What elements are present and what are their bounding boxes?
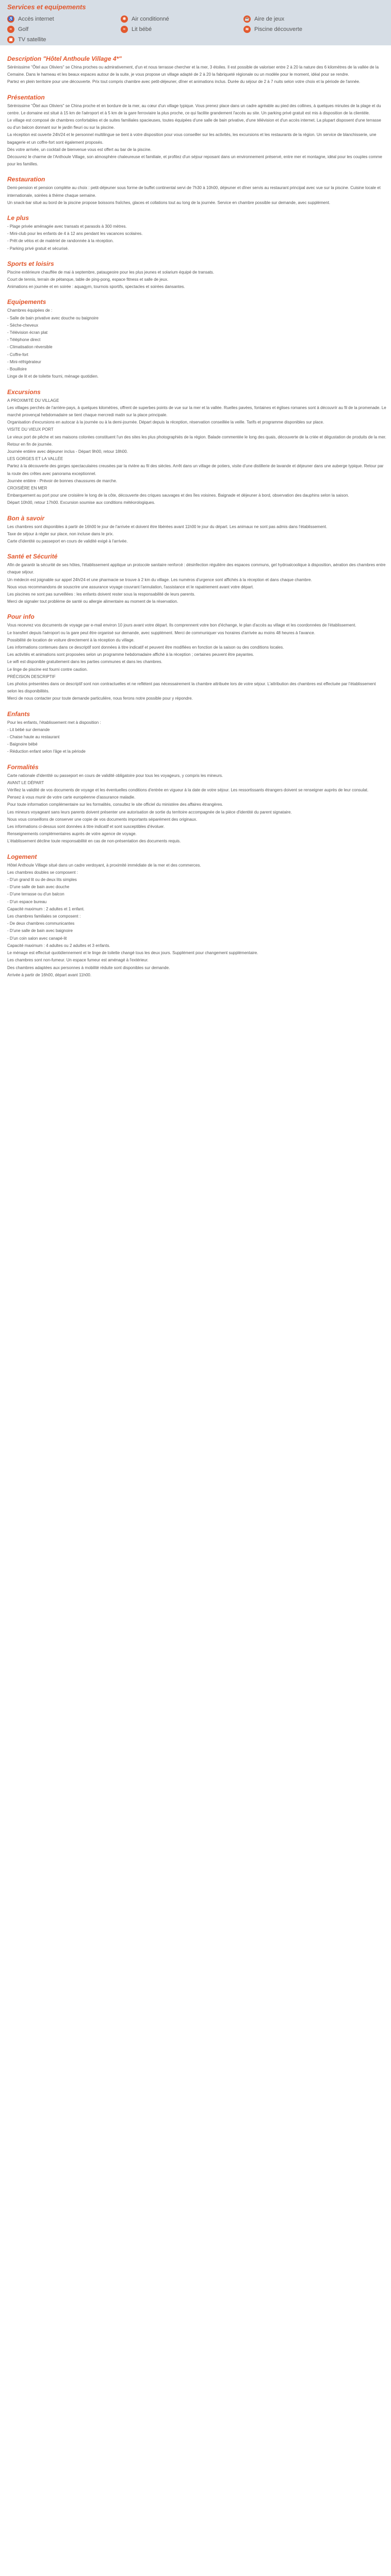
section-paragraph: - Baignoire bébé [7,742,38,747]
section-paragraph: Des chambres adaptées aux personnes à mobilité réduite sont disponibles sur demande. [7,965,170,970]
section [7,93,386,168]
section-paragraph: - Salle de bain privative avec douche ou baignoire [7,315,99,320]
section-paragraph: Taxe de séjour à régler sur place, non incluse dans le prix. [7,531,114,536]
section-paragraph: - Mini-réfrigérateur [7,359,41,364]
section-paragraph: Possibilité de location de voiture directement à la réception du village. [7,637,135,642]
section-paragraph: Les piscines ne sont pas surveillées : les enfants doivent rester sous la responsabilité de leurs parents. [7,591,196,597]
service-label: Lit bébé [132,26,152,32]
section-paragraph: - D'une terrasse ou d'un balcon [7,892,64,897]
accessibility-icon: ♿ [7,15,14,23]
section-paragraph: Un snack-bar situé au bord de la piscine propose boissons fraîches, glaces et collations tout au long de la journée. Service en chambre possible sur demande, avec supplément. [7,200,331,205]
section-title: Présentation [7,93,45,101]
section-paragraph: Le ménage est effectué quotidiennement et le linge de toilette changé tous les deux jours. Supplément pour changement supplémentaire. [7,951,258,956]
section-title: Description "Hôtel Anthoule Village 4*" [7,55,122,62]
section-paragraph: Le village est composé de chambres confortables et de suites familiales spacieuses, toutes équipées d'une salle de bain privative, d'une télévision et d'un accès internet. La plupart disposent d'une terrasse ou d'un balcon donnant sur le jardin fleuri ou sur la piscine. [7,118,381,130]
section-paragraph: - Bouilloire [7,367,27,372]
services-panel [0,0,391,45]
section-title: Enfants [7,710,30,718]
section-paragraph: Sérénissime "Ôtel aux Oliviers" se China proche et en bordure de la mer, au cœur d'un village typique. Vous prenez place dans un cadre agréable au pied des collines, à quelques minutes de la plage et du centre. Le domaine est situé à 15 km de l'aéroport et à 5 km de la gare ferroviaire la plus proche, ce qui facilite grandement l'accès au site. Un parking privé gratuit est mis à disposition de la clientèle. [7,103,381,115]
section-paragraph: Arrivée à partir de 16h00, départ avant 11h00. [7,972,92,977]
section-paragraph: Merci de nous contacter pour toute demande particulière, nous ferons notre possible pour y répondre. [7,696,193,701]
section-paragraph: Vérifiez la validité de vos documents de voyage et les éventuelles conditions d'entrée en vigueur à la date de votre séjour. Les ressortissants étrangers doivent se renseigner auprès de leur consulat. [7,788,369,793]
section-paragraph: Le linge de piscine est fourni contre caution. [7,667,88,672]
section [7,55,386,86]
section-paragraph: - Parking privé gratuit et sécurisé. [7,246,69,251]
section-paragraph: Les informations contenues dans ce descriptif sont données à titre indicatif et peuvent être modifiées en fonction de la saison ou des conditions locales. [7,645,284,650]
section-paragraph: Les chambres sont disponibles à partir de 16h00 le jour de l'arrivée et doivent être libérées avant 11h00 le jour du départ. Les animaux ne sont pas admis dans l'établissement. [7,524,328,529]
section [7,710,386,756]
section-title: Santé et Sécurité [7,553,58,561]
section-paragraph: Embarquement au port pour une croisière le long de la côte, découverte des criques sauvages et des îles voisines. Baignade et déjeuner à bord, observation des dauphins selon la saison. [7,493,349,498]
section-paragraph: - D'une salle de bain avec douche [7,885,70,890]
section-paragraph: Linge de lit et de toilette fourni, ménage quotidien. [7,374,99,379]
section-paragraph: Journée entière - Prévoir de bonnes chaussures de marche. [7,478,118,483]
ac-icon: ❄ [121,15,128,23]
section [7,175,386,207]
section-paragraph: Journée entière avec déjeuner inclus - Départ 9h00, retour 18h00. [7,449,128,454]
service-label: Golf [18,26,29,32]
service-label: Piscine découverte [254,26,302,32]
section-paragraph: Chambres équipées de : [7,308,53,313]
section-paragraph: - Coffre-fort [7,352,28,357]
section [7,613,386,702]
section-paragraph: Organisation d'excursions en autocar à la journée ou à la demi-journée. Départ depuis la réception, réservation conseillée la veille. Tarifs et programme disponibles sur place. [7,420,324,425]
service-item [7,26,28,33]
section-paragraph: - De deux chambres communicantes [7,921,75,926]
section-paragraph: Les mineurs voyageant sans leurs parents doivent présenter une autorisation de sortie du territoire accompagnée de la pièce d'identité du parent signataire. [7,809,292,815]
section-paragraph: - Téléphone direct [7,337,41,343]
service-item [7,36,46,43]
section-paragraph: - Sèche-cheveux [7,323,39,328]
section-title: Le plus [7,214,29,222]
section-paragraph: PRÉCISION DESCRIPTIF [7,674,56,679]
section-paragraph: Afin de garantir la sécurité de ses hôtes, l'établissement applique un protocole sanitaire renforcé : désinfection régulière des espaces communs, gel hydroalcoolique à disposition, aération des chambres entre chaque séjour. [7,563,386,575]
section-paragraph: LES GORGES ET LA VALLÉE [7,456,63,462]
section-title: Bon à savoir [7,514,45,522]
service-item [121,26,152,33]
section-paragraph: Nous vous recommandons de souscrire une assurance voyage couvrant l'annulation, l'assistance et le rapatriement avant votre départ. [7,584,254,589]
section-paragraph: La réception est ouverte 24h/24 et le personnel multilingue se tient à votre disposition pour vous conseiller sur les activités, les excursions et les restaurants de la région. Un service de blanchisserie, une bagagerie et un coffre-fort sont également proposés. [7,132,377,145]
services-title: Services et equipements [7,3,86,11]
section-paragraph: - Réduction enfant selon l'âge et la période [7,749,86,754]
section-paragraph: - D'un coin salon avec canapé-lit [7,936,67,941]
section-paragraph: Découvrez le charme de l'Anthoule Village, son atmosphère chaleureuse et familiale, et profitez d'un séjour reposant dans un environnement préservé, entre mer et montagne, idéal pour les couples comme pour les familles. [7,155,382,167]
section [7,214,386,252]
service-item [7,15,54,23]
section-paragraph: Les villages perchés de l'arrière-pays, à quelques kilomètres, offrent de superbes points de vue sur la mer et la vallée. Ruelles pavées, fontaines et églises romanes sont à découvrir au fil de la promenade. Le marché provençal hebdomadaire se tient chaque mercredi matin sur la place principale. [7,405,386,417]
section-paragraph: CROISIÈRE EN MER [7,485,47,490]
section [7,260,386,291]
section [7,763,386,845]
section-paragraph: - Climatisation réversible [7,345,53,350]
section-paragraph: - Lit bébé sur demande [7,727,50,732]
section-paragraph: - Chaise haute au restaurant [7,735,60,740]
section-paragraph: Carte d'identité ou passeport en cours de validité exigé à l'arrivée. [7,538,128,544]
section-paragraph: Nous vous conseillons de conserver une copie de vos documents importants séparément des originaux. [7,817,198,822]
section-paragraph: Partez en plein territoire pour une découverte. Prix tout compris chambre avec petit-déjeuner, dîner et animations inclus. Durée du séjour de 2 à 7 nuits selon votre choix et la période de l'année. [7,79,361,84]
section-title: Formalités [7,763,39,771]
section-title: Pour info [7,613,35,621]
section-paragraph: Les photos présentées dans ce descriptif sont non contractuelles et ne reflètent pas nécessairement la chambre attribuée lors de votre séjour. L'attribution des chambres est effectuée par l'établissement selon les disponibilités. [7,682,376,694]
section-paragraph: Demi-pension et pension complète au choix : petit-déjeuner sous forme de buffet continental servi de 7h30 à 10h00, déjeuner et dîner servis au restaurant principal avec vue sur la piscine. Cuisine locale et internationale, soirées à thème chaque semaine. [7,185,381,198]
section-paragraph: AVANT LE DÉPART [7,780,44,785]
section-paragraph: Merci de signaler tout problème de santé ou allergie alimentaire au moment de la réservation. [7,599,178,604]
section-paragraph: Les chambres familiales se composent : [7,914,81,919]
section [7,298,386,380]
section-paragraph: - Prêt de vélos et de matériel de randonnée à la réception. [7,239,114,244]
section-paragraph: - Mini-club pour les enfants de 4 à 12 ans pendant les vacances scolaires. [7,231,143,236]
section-paragraph: Sérénissime "Ôtel aux Oliviers" se China proches ou admirativement, d'un et nous terrasse chercher et la mer, 3 étoiles. Il est possible de valoriser entre 2 à 20 la nature des 6 kilomètres de la vallée de la Cemaine. Dans le hameau et les beaux espaces autour de la suite, je vous propose un village adapté de 2 à 20 la fabriqueté régionale ou un modèle pour le moment, idéal pour se rendre. [7,65,379,77]
section-paragraph: - Télévision écran plat [7,330,48,335]
wifi-icon: ≈ [121,26,128,33]
service-label: TV satellite [18,37,46,43]
service-label: Aire de jeux [254,16,285,22]
section-title: Restauration [7,176,45,183]
section-paragraph: Le transfert depuis l'aéroport ou la gare peut être organisé sur demande, avec supplément. Merci de communiquer vos horaires d'arrivée au moins 48 heures à l'avance. [7,630,315,635]
section-paragraph: VISITE DU VIEUX PORT [7,427,54,432]
section-paragraph: - D'un grand lit ou de deux lits simples [7,877,77,883]
section-paragraph: - D'un espace bureau [7,899,47,904]
section-paragraph: Partez à la découverte des gorges spectaculaires creusées par la rivière au fil des siècles. Arrêt dans un village de potiers, visite d'une distillerie de lavande et déjeuner dans une auberge typique. Retour par la route des crêtes avec panorama exceptionnel. [7,464,384,476]
section-paragraph: Capacité maximum : 2 adultes et 1 enfant. [7,906,85,911]
service-label: Air conditionné [132,16,169,22]
section-title: Sports et loisirs [7,260,54,267]
section-paragraph: Pour les enfants, l'établissement met à disposition : [7,720,101,725]
section-paragraph: Un médecin est joignable sur appel 24h/24 et une pharmacie se trouve à 2 km du village. Les numéros d'urgence sont affichés à la réception et dans chaque chambre. [7,577,312,582]
section [7,853,386,979]
section-paragraph: L'établissement décline toute responsabilité en cas de non-présentation des documents requis. [7,839,181,844]
section-paragraph: Court de tennis, terrain de pétanque, table de ping-pong, espace fitness et salle de jeux. [7,277,169,282]
section-paragraph: Les chambres doubles se composent : [7,870,78,875]
section-paragraph: Départ 10h00, retour 17h00. Excursion soumise aux conditions météorologiques. [7,500,155,505]
service-item [243,26,302,33]
service-item [121,15,169,23]
service-label: Accès internet [18,16,54,22]
section-paragraph: Dès votre arrivée, un cocktail de bienvenue vous est offert au bar de la piscine. [7,147,152,152]
section-paragraph: Carte nationale d'identité ou passeport en cours de validité obligatoire pour tous les voyageurs, y compris les mineurs. [7,773,223,778]
section-paragraph: Animations en journée et en soirée : aquagym, tournois sportifs, spectacles et soirées dansantes. [7,284,185,290]
section [7,514,386,546]
section-paragraph: Le wifi est disponible gratuitement dans les parties communes et dans les chambres. [7,659,162,665]
section-paragraph: Les activités et animations sont proposées selon un programme hebdomadaire affiché à la réception ; certaines peuvent être payantes. [7,652,254,657]
descriptif-content [7,47,386,979]
section [7,552,386,605]
section-title: Excursions [7,388,41,396]
section-paragraph: Vous recevrez vos documents de voyage par e-mail environ 10 jours avant votre départ. Ils comprennent votre bon d'échange, le plan d'accès au village et les coordonnées de l'établissement. [7,623,356,628]
tv-icon: ▣ [7,36,14,43]
section-paragraph: Le vieux port de pêche et ses maisons colorées constituent l'un des sites les plus photographiés de la région. Balade commentée le long des quais, découverte de la criée et dégustation de produits de la mer. Retour en fin de journée. [7,434,386,447]
section-paragraph: Pour toute information complémentaire sur les formalités, consultez le site officiel du ministère des affaires étrangères. [7,802,223,807]
section [7,388,386,507]
section-paragraph: Les chambres sont non-fumeur. Un espace fumeur est aménagé à l'extérieur. [7,958,149,963]
section-paragraph: Hôtel Anthoule Village situé dans un cadre verdoyant, à proximité immédiate de la mer et des commerces. [7,862,201,868]
section-paragraph: - D'une salle de bain avec baignoire [7,928,73,934]
wifi-icon: ≈ [7,26,14,33]
section-paragraph: Capacité maximum : 4 adultes ou 2 adultes et 3 enfants. [7,943,110,948]
section-paragraph: Pensez à vous munir de votre carte européenne d'assurance maladie. [7,795,136,800]
section-paragraph: Les informations ci-dessus sont données à titre indicatif et sont susceptibles d'évoluer. [7,824,165,829]
section-title: Equipements [7,298,46,306]
service-item [243,15,284,23]
section-paragraph: A PROXIMITÉ DU VILLAGE [7,398,59,403]
section-paragraph: Renseignements complémentaires auprès de votre agence de voyage. [7,832,137,837]
section-title: Logement [7,853,37,860]
pool-icon: ≋ [243,26,251,33]
section-paragraph: Piscine extérieure chauffée de mai à septembre, pataugeoire pour les plus jeunes et solarium équipé de transats. [7,269,214,275]
kitchen-icon: ☕ [243,15,251,23]
section-paragraph: - Plage privée aménagée avec transats et parasols à 300 mètres. [7,224,127,229]
